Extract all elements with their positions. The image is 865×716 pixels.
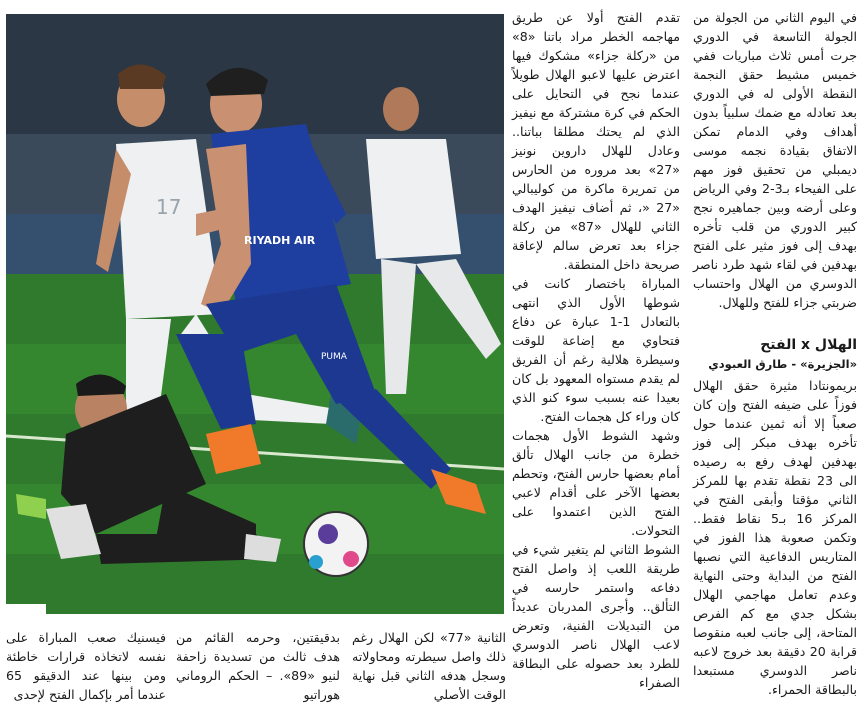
byline-author: طارق العبودي [708, 357, 788, 371]
paragraph: تقدم الفتح أولا عن طريق مهاجمه الخطر مراد باتنا «8» من «ركلة جزاء» مشكوك فيها اعترض عليها لاعبو الهلال طويلاً عندما نجح في التحايل على الحكم في كرة مشتركة مع نيفيز الذي لم يحتك مطلقا بباتنا.. وعادل للهلال داروين نونيز «27» بعد مروره من الحارس من تمريرة ماكرة من كوليبالي «27 «، ثم أضاف نيفيز الهدف الثاني للهلال «87» من ركلة جزاء بعد تعرض سالم لإعاقة صريحة داخل المنطقة. [512, 10, 680, 272]
jersey-number: 17 [156, 195, 182, 219]
paragraph: وشهد الشوط الأول هجمات خطرة من جانب الهلال تألق أمام بعضها حارس الفتح، وتحطم بعضها الآخر على أقدام لاعبي الفتح الذين اعتمدوا على التحولات. [512, 428, 680, 538]
article-column-1 [693, 8, 857, 312]
shorts-logo: PUMA [321, 352, 347, 362]
paragraph: المباراة باختصار كانت في شوطها الأول الذي انتهى بالتعادل 1-1 عبارة عن دفاع فتحاوي مع إضاعة للوقت وسيطرة هلالية رغم أن الفريق لم يقدم مستواه المعهود بل كان بعيدا عنه بسبب سوء كنو الذي كان وراء كل هجمات الفتح. [512, 276, 680, 424]
match-photo [6, 14, 504, 614]
bottom-column-2: بدقيقتين، وحرمه القائم من هدف ثالث من تسديدة زاحفة لنيو «89». – الحكم الروماني هوراتيو [176, 630, 340, 702]
byline [693, 357, 857, 371]
paragraph: الشوط الثاني لم يتغير شيء في طريقة اللعب إذ واصل الفتح دفاعه واستمر حارسه في التألق.. وأجرى المدربان عديداً من التبديلات الفنية، وتعرض لاعب الهلال ناصر الدوسري للطرد بعد حصوله على البطاقة الصفراء [512, 542, 680, 690]
football [304, 512, 368, 576]
bottom-column-3: فيسنيك صعب المباراة على نفسه لاتخاذه قرارات خاطئة ومن بينها عند الدقيقو 65 عندما أمر بإكمال الفتح لإحدى [6, 630, 166, 702]
paragraph: بريمونتادا مثيرة حقق الهلال فوزاً على ضيفه الفتح وإن كان صعباً إلا أنه ثمين عندما حول تأخره بهدف مبكر إلى فوز بهدفين لهدف رفع به رصيده الى 23 نقطة تقدم بها للمركز الثاني مؤقتا وأبقى الفتح في المركز 16 بـ5 نقاط فقط.. وتكمن صعوبة هذا الفوز في المتاريس الدفاعية التي نصبها الفتح من البداية وحتى النهاية وعدم تعامل مهاجمي الهلال بشكل جدي مع كم الفرص المتاحة، إلى جانب لعبه منقوصا قرابة 20 دقيقة بعد خروج لاعبه ناصر الدوسري مستبعدا بالبطاقة الحمراء. [693, 378, 858, 697]
byline-source: «الجزيرة» - [787, 357, 857, 371]
paragraph: في اليوم الثاني من الجولة من الجولة التاسعة في الدوري جرت أمس ثلاث مباريات ففي خميس مشيط حقق النجمة النقطة الأولى له في الدوري بعد تعادله مع ضمك سلبياً بدون أهداف وفي الدمام تمكن الاتفاق بقيادة نجمه موسى ديمبلي من تحقيق فوز مهم على الفيحاء بـ3-2 وفي الرياض وعلى أرضه وبين جماهيره نجح كبير الدوري من قلب تأخره بهدف إلى فوز مثير على الفتح بهدفين في لقاء شهد طرد ناصر الدوسري من الهلال واحتساب ضربتي جزاء للفتح وللهلال. [693, 10, 857, 310]
kit-sponsor-text: RIYADH AIR [244, 234, 316, 247]
corner-mark [6, 604, 46, 614]
article-column-1-continued [693, 376, 857, 699]
section-title: الهلال x الفتح [760, 337, 857, 353]
article-column-2 [512, 8, 680, 692]
bottom-column-1: الثانية «77» لكن الهلال رغم ذلك واصل سيطرته ومحاولاته وسجل هدفه الثاني قبل نهاية الوقت الأصلي [352, 630, 506, 702]
